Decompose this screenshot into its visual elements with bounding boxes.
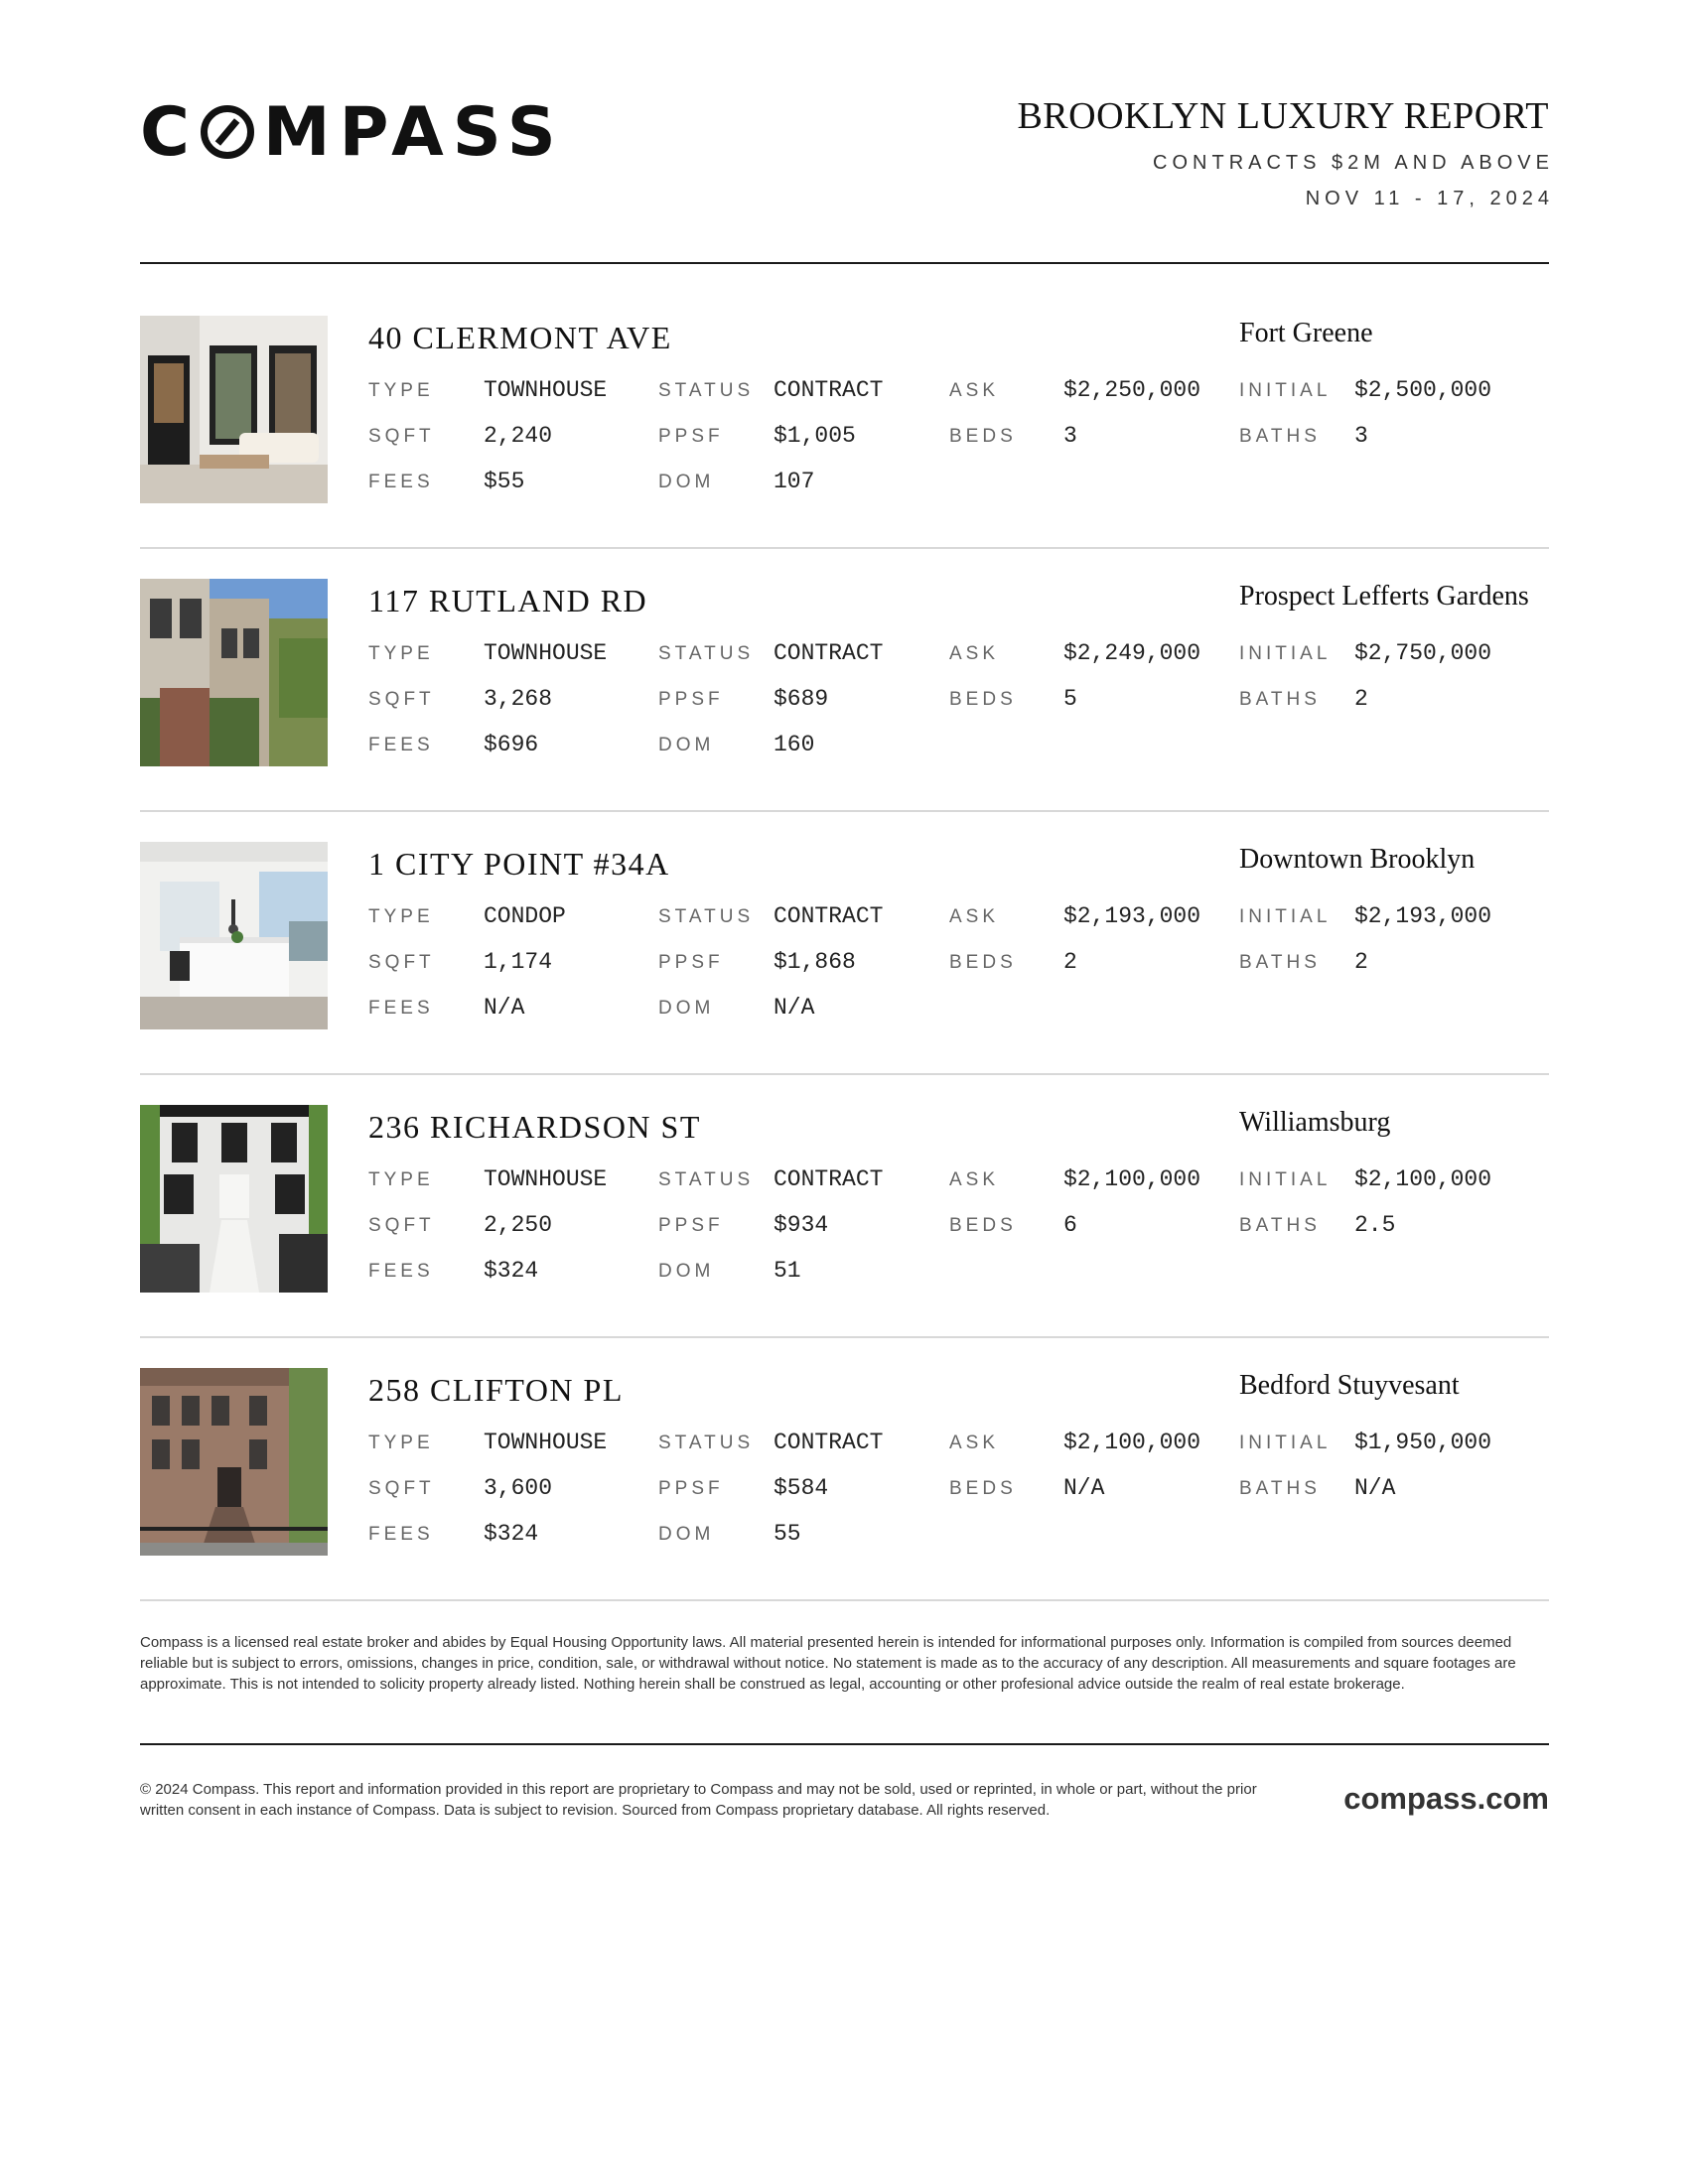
beds-value: 3	[1063, 423, 1077, 449]
beds-label: BEDS	[949, 1215, 1017, 1236]
fees-label: FEES	[368, 735, 434, 755]
footer-divider	[140, 1743, 1549, 1745]
logo-letters: MPASS	[262, 93, 565, 172]
ask-value: $2,100,000	[1063, 1430, 1201, 1455]
fees-label: FEES	[368, 998, 434, 1019]
listing-divider	[140, 547, 1549, 549]
beds-label: BEDS	[949, 952, 1017, 973]
white-townhouse-facade-image	[140, 1105, 328, 1293]
listing-neighborhood: Fort Greene	[1239, 318, 1373, 348]
status-value: CONTRACT	[774, 640, 884, 666]
baths-value: 2	[1354, 686, 1368, 712]
status-label: STATUS	[658, 1169, 755, 1190]
initial-value: $2,750,000	[1354, 640, 1492, 666]
baths-label: BATHS	[1239, 1215, 1321, 1236]
listing-address[interactable]: 40 CLERMONT AVE	[368, 320, 672, 355]
status-label: STATUS	[658, 1433, 755, 1453]
sqft-label: SQFT	[368, 1478, 435, 1499]
listing-card[interactable]	[140, 1368, 1549, 1631]
status-label: STATUS	[658, 643, 755, 664]
logo-letter-c: C	[140, 93, 199, 172]
ppsf-label: PPSF	[658, 689, 724, 710]
fees-value: $696	[484, 732, 539, 757]
fees-value: $324	[484, 1521, 539, 1547]
baths-label: BATHS	[1239, 952, 1321, 973]
ask-value: $2,193,000	[1063, 903, 1201, 929]
type-label: TYPE	[368, 1433, 434, 1453]
status-label: STATUS	[658, 906, 755, 927]
type-value: CONDOP	[484, 903, 566, 929]
listing-neighborhood: Downtown Brooklyn	[1239, 844, 1476, 875]
listing-address[interactable]: 258 CLIFTON PL	[368, 1372, 624, 1408]
ppsf-value: $934	[774, 1212, 829, 1238]
property-photo[interactable]	[140, 316, 328, 503]
status-value: CONTRACT	[774, 1430, 884, 1455]
dom-value: N/A	[774, 995, 815, 1021]
baths-value: 2.5	[1354, 1212, 1396, 1238]
ppsf-value: $1,868	[774, 949, 856, 975]
listing-card[interactable]	[140, 316, 1549, 579]
property-photo[interactable]	[140, 842, 328, 1029]
beds-label: BEDS	[949, 1478, 1017, 1499]
disclaimer-text: Compass is a licensed real estate broker and abides by Equal Housing Opportunity laws. All material presented herein is intended for informational purposes only. Information is compiled from sources deemed reliable but is subject to errors, omissions, changes in price, condition, sale, or withdrawal without notice. No statement is made as to the accuracy of any description. All measurements and square footages are approximate. This is not intended to solicity property already listed. Nothing herein shall be construed as legal, accounting or other profesional advice outside the realm of real estate brokerage.	[140, 1634, 1516, 1693]
ask-value: $2,249,000	[1063, 640, 1201, 666]
ppsf-value: $584	[774, 1475, 829, 1501]
initial-value: $2,100,000	[1354, 1166, 1492, 1192]
report-title: BROOKLYN LUXURY REPORT	[1017, 95, 1549, 137]
property-photo[interactable]	[140, 1368, 328, 1556]
type-value: TOWNHOUSE	[484, 1430, 608, 1455]
interior-living-room-image	[140, 316, 328, 503]
listing-divider	[140, 1599, 1549, 1601]
baths-label: BATHS	[1239, 426, 1321, 447]
ppsf-label: PPSF	[658, 952, 724, 973]
listing-divider	[140, 1073, 1549, 1075]
initial-value: $2,500,000	[1354, 377, 1492, 403]
sqft-label: SQFT	[368, 952, 435, 973]
beds-label: BEDS	[949, 426, 1017, 447]
type-value: TOWNHOUSE	[484, 1166, 608, 1192]
type-value: TOWNHOUSE	[484, 377, 608, 403]
report-header	[1017, 95, 1554, 209]
ask-label: ASK	[949, 906, 1000, 927]
property-photo[interactable]	[140, 1105, 328, 1293]
baths-value: 2	[1354, 949, 1368, 975]
dom-label: DOM	[658, 998, 715, 1019]
baths-label: BATHS	[1239, 689, 1321, 710]
status-label: STATUS	[658, 380, 755, 401]
sqft-value: 1,174	[484, 949, 553, 975]
ask-label: ASK	[949, 380, 1000, 401]
initial-label: INITIAL	[1239, 380, 1332, 401]
sqft-label: SQFT	[368, 426, 435, 447]
fees-label: FEES	[368, 1261, 434, 1282]
initial-label: INITIAL	[1239, 1433, 1332, 1453]
listing-neighborhood: Prospect Lefferts Gardens	[1239, 581, 1529, 612]
logo-wordmark	[140, 93, 565, 172]
ppsf-label: PPSF	[658, 1478, 724, 1499]
ppsf-value: $1,005	[774, 423, 856, 449]
ppsf-label: PPSF	[658, 426, 724, 447]
beds-value: 6	[1063, 1212, 1077, 1238]
ask-label: ASK	[949, 643, 1000, 664]
fees-label: FEES	[368, 1524, 434, 1545]
header-divider	[140, 262, 1549, 264]
dom-value: 160	[774, 732, 815, 757]
dom-value: 55	[774, 1521, 801, 1547]
initial-value: $2,193,000	[1354, 903, 1492, 929]
initial-label: INITIAL	[1239, 1169, 1332, 1190]
type-label: TYPE	[368, 643, 434, 664]
listing-card[interactable]	[140, 842, 1549, 1105]
listing-divider	[140, 1336, 1549, 1338]
copyright-text: © 2024 Compass. This report and information provided in this report are proprietary to Compass and may not be sold, used or reprinted, in whole or part, without the prior written consent in each instance of Compass. Data is subject to revision. Sourced from Compass proprietary database. All rights reserved.	[140, 1781, 1257, 1819]
report-subtitle: CONTRACTS $2M AND ABOVE	[1153, 152, 1554, 174]
website-link[interactable]: compass.com	[1343, 1781, 1549, 1816]
dom-label: DOM	[658, 472, 715, 492]
ask-label: ASK	[949, 1433, 1000, 1453]
logo-compass-o-icon	[201, 105, 254, 159]
type-label: TYPE	[368, 380, 434, 401]
type-label: TYPE	[368, 906, 434, 927]
status-value: CONTRACT	[774, 1166, 884, 1192]
ask-label: ASK	[949, 1169, 1000, 1190]
listing-card[interactable]	[140, 579, 1549, 842]
listing-address[interactable]: 1 CITY POINT #34A	[368, 846, 670, 882]
brownstone-street-image	[140, 579, 328, 766]
brownstone-facade-image	[140, 1368, 328, 1556]
dom-value: 107	[774, 469, 815, 494]
baths-value: 3	[1354, 423, 1368, 449]
sqft-value: 2,250	[484, 1212, 553, 1238]
status-value: CONTRACT	[774, 903, 884, 929]
beds-value: 2	[1063, 949, 1077, 975]
beds-value: N/A	[1063, 1475, 1105, 1501]
type-value: TOWNHOUSE	[484, 640, 608, 666]
listing-address[interactable]: 236 RICHARDSON ST	[368, 1109, 701, 1145]
status-value: CONTRACT	[774, 377, 884, 403]
ask-value: $2,100,000	[1063, 1166, 1201, 1192]
modern-kitchen-image	[140, 842, 328, 1029]
report-page	[140, 0, 1554, 2184]
type-label: TYPE	[368, 1169, 434, 1190]
initial-label: INITIAL	[1239, 643, 1332, 664]
fees-value: $55	[484, 469, 525, 494]
initial-value: $1,950,000	[1354, 1430, 1492, 1455]
sqft-value: 3,600	[484, 1475, 553, 1501]
ask-value: $2,250,000	[1063, 377, 1201, 403]
dom-value: 51	[774, 1258, 801, 1284]
beds-label: BEDS	[949, 689, 1017, 710]
listing-neighborhood: Williamsburg	[1239, 1107, 1391, 1138]
report-date-range: NOV 11 - 17, 2024	[1305, 188, 1554, 209]
fees-value: $324	[484, 1258, 539, 1284]
beds-value: 5	[1063, 686, 1077, 712]
sqft-value: 2,240	[484, 423, 553, 449]
property-photo[interactable]	[140, 579, 328, 766]
compass-logo	[140, 93, 565, 172]
ppsf-label: PPSF	[658, 1215, 724, 1236]
listing-divider	[140, 810, 1549, 812]
ppsf-value: $689	[774, 686, 829, 712]
dom-label: DOM	[658, 1524, 715, 1545]
listing-address[interactable]: 117 RUTLAND RD	[368, 583, 648, 618]
baths-label: BATHS	[1239, 1478, 1321, 1499]
fees-label: FEES	[368, 472, 434, 492]
listing-neighborhood: Bedford Stuyvesant	[1239, 1370, 1460, 1401]
baths-value: N/A	[1354, 1475, 1396, 1501]
fees-value: N/A	[484, 995, 525, 1021]
sqft-label: SQFT	[368, 689, 435, 710]
dom-label: DOM	[658, 1261, 715, 1282]
sqft-value: 3,268	[484, 686, 553, 712]
dom-label: DOM	[658, 735, 715, 755]
listing-card[interactable]	[140, 1105, 1549, 1368]
initial-label: INITIAL	[1239, 906, 1332, 927]
sqft-label: SQFT	[368, 1215, 435, 1236]
